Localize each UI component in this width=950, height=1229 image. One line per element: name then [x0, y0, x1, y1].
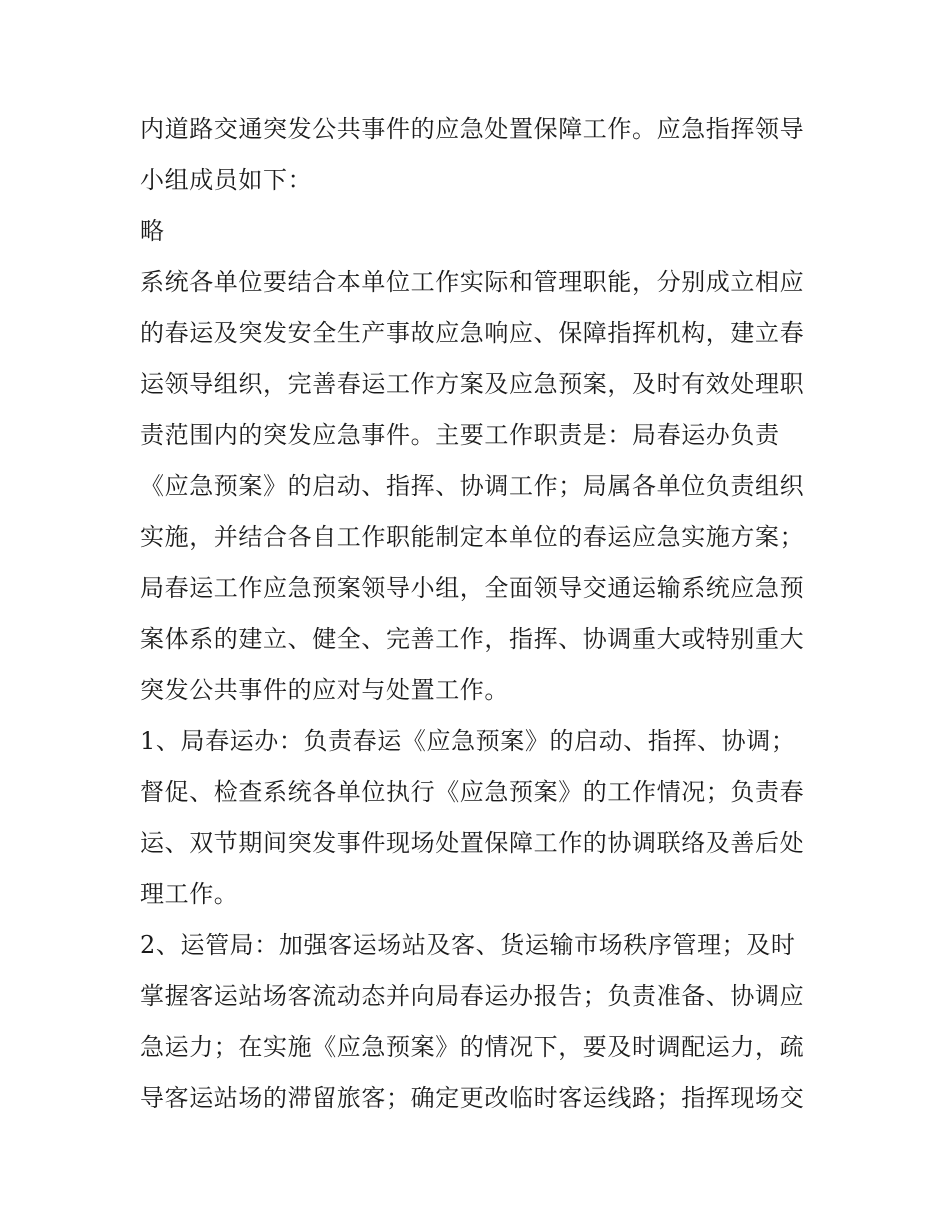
text-line: 责范围内的突发应急事件。主要工作职责是：局春运办负责	[140, 421, 780, 449]
text-line: 实施，并结合各自工作职能制定本单位的春运应急实施方案；	[140, 523, 805, 551]
text-line: 导客运站场的滞留旅客；确定更改临时客运线路；指挥现场交	[140, 1084, 805, 1112]
text-line: 督促、检查系统各单位执行《应急预案》的工作情况；负责春	[140, 778, 805, 806]
text-line: 局春运工作应急预案领导小组，全面领导交通运输系统应急预	[140, 574, 805, 602]
list-item-1: 1、局春运办：负责春运《应急预案》的启动、指挥、协调；	[140, 727, 796, 755]
text-line: 运、双节期间突发事件现场处置保障工作的协调联络及善后处	[140, 829, 805, 857]
text-line: 略	[140, 217, 165, 245]
list-item-2: 2、运管局：加强客运场站及客、货运输市场秩序管理；及时	[140, 931, 796, 959]
text-line: 小组成员如下：	[140, 166, 313, 194]
text-line: 案体系的建立、健全、完善工作，指挥、协调重大或特别重大	[140, 625, 805, 653]
text-line: 的春运及突发安全生产事故应急响应、保障指挥机构，建立春	[140, 319, 805, 347]
text-line: 理工作。	[140, 880, 239, 908]
text-line: 内道路交通突发公共事件的应急处置保障工作。应急指挥领导	[140, 115, 805, 143]
text-line: 掌握客运站场客流动态并向局春运办报告；负责准备、协调应	[140, 982, 805, 1010]
text-line: 突发公共事件的应对与处置工作。	[140, 676, 509, 704]
document-body	[140, 104, 820, 1124]
text-line: 运领导组织，完善春运工作方案及应急预案，及时有效处理职	[140, 370, 805, 398]
text-line: 系统各单位要结合本单位工作实际和管理职能，分别成立相应	[140, 268, 805, 296]
text-line: 《应急预案》的启动、指挥、协调工作；局属各单位负责组织	[140, 472, 805, 500]
text-line: 急运力；在实施《应急预案》的情况下，要及时调配运力，疏	[140, 1033, 805, 1061]
